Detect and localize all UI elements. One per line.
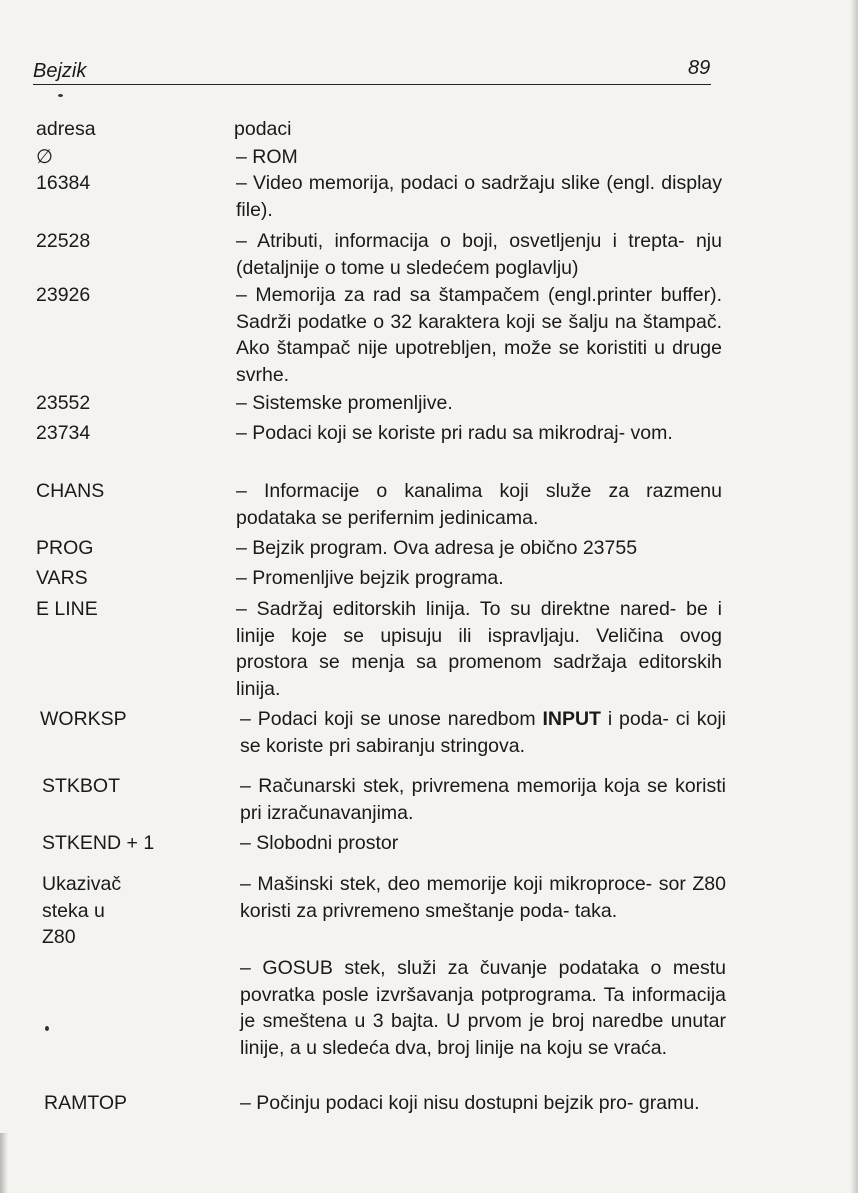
row-description: – Informacije o kanalima koji služe za razmenu podataka se perifernim jedinicama.	[236, 480, 722, 529]
row-address: 22528	[36, 230, 91, 252]
row-description: – Računarski stek, privremena memorija koja se koristi pri izračunavanjima.	[240, 775, 726, 824]
row-address: 23734	[36, 422, 91, 444]
column-header-data: podaci	[234, 118, 292, 140]
row-address: 23552	[36, 392, 91, 414]
print-speck	[45, 1026, 49, 1031]
page-edge-shadow	[850, 0, 858, 1193]
description-text: – Podaci koji se unose naredbom	[240, 708, 543, 730]
page-edge-shadow-left	[0, 1133, 8, 1193]
keyword-input: INPUT	[542, 708, 601, 730]
row-address: PROG	[36, 537, 94, 559]
description-text: i poda- ci koji se koriste pri sabiranju stringova.	[240, 708, 726, 757]
row-address: VARS	[36, 567, 88, 589]
row-description: – Bejzik program. Ova adresa je obično 23755	[236, 537, 638, 559]
row-address: E LINE	[36, 598, 98, 620]
row-address: ∅	[36, 146, 53, 168]
row-address: 23926	[36, 284, 91, 306]
row-address: Ukazivač steka u Z80	[42, 873, 122, 948]
row-address: WORKSP	[40, 708, 127, 730]
row-description: – Video memorija, podaci o sadržaju slike (engl. display file).	[236, 172, 722, 221]
column-header-address: adresa	[36, 118, 96, 140]
print-speck	[58, 94, 63, 97]
row-description: – Počinju podaci koji nisu dostupni bejzik pro- gramu.	[240, 1092, 700, 1114]
row-description: – Promenljive bejzik programa.	[236, 567, 504, 589]
page-number: 89	[688, 57, 711, 79]
row-description: – Slobodni prostor	[240, 832, 399, 854]
row-address: STKEND + 1	[42, 832, 155, 854]
row-address: RAMTOP	[44, 1092, 128, 1114]
row-description: – Podaci koji se koriste pri radu sa mikrodraj- vom.	[236, 422, 673, 444]
row-description: – ROM	[236, 146, 298, 168]
row-description	[240, 706, 726, 759]
row-description: – Memorija za rad sa štampačem (engl.printer buffer). Sadrži podatke o 32 karaktera koji se šalju na štampač. Ako štampač nije upotrebljen, može se koristiti u druge svrhe.	[236, 284, 722, 386]
running-header-title: Bejzik	[33, 60, 87, 82]
row-address: CHANS	[36, 480, 105, 502]
row-address: STKBOT	[42, 775, 121, 797]
row-description: – Atributi, informacija o boji, osvetljenju i trepta- nju (detaljnije o tome u sledećem poglavlju)	[236, 230, 722, 279]
row-address: 16384	[36, 172, 91, 194]
row-description: – Sadržaj editorskih linija. To su direktne nared- be i linije koje se upisuju ili ispravljaju. Veličina ovog prostora se menja sa promenom sadržaja editorskih linija.	[236, 598, 722, 700]
row-description: – Sistemske promenljive.	[236, 392, 453, 414]
row-description: – GOSUB stek, služi za čuvanje podataka o mestu povratka posle izvršavanja potprograma. Ta informacija je smeštena u 3 bajta. U prvom je broj naredbe unutar linije, a u sledeća dva, broj linije na koju se vraća.	[240, 957, 726, 1059]
row-description: – Mašinski stek, deo memorije koji mikroproce- sor Z80 koristi za privremeno smeštanje poda- taka.	[240, 873, 726, 922]
